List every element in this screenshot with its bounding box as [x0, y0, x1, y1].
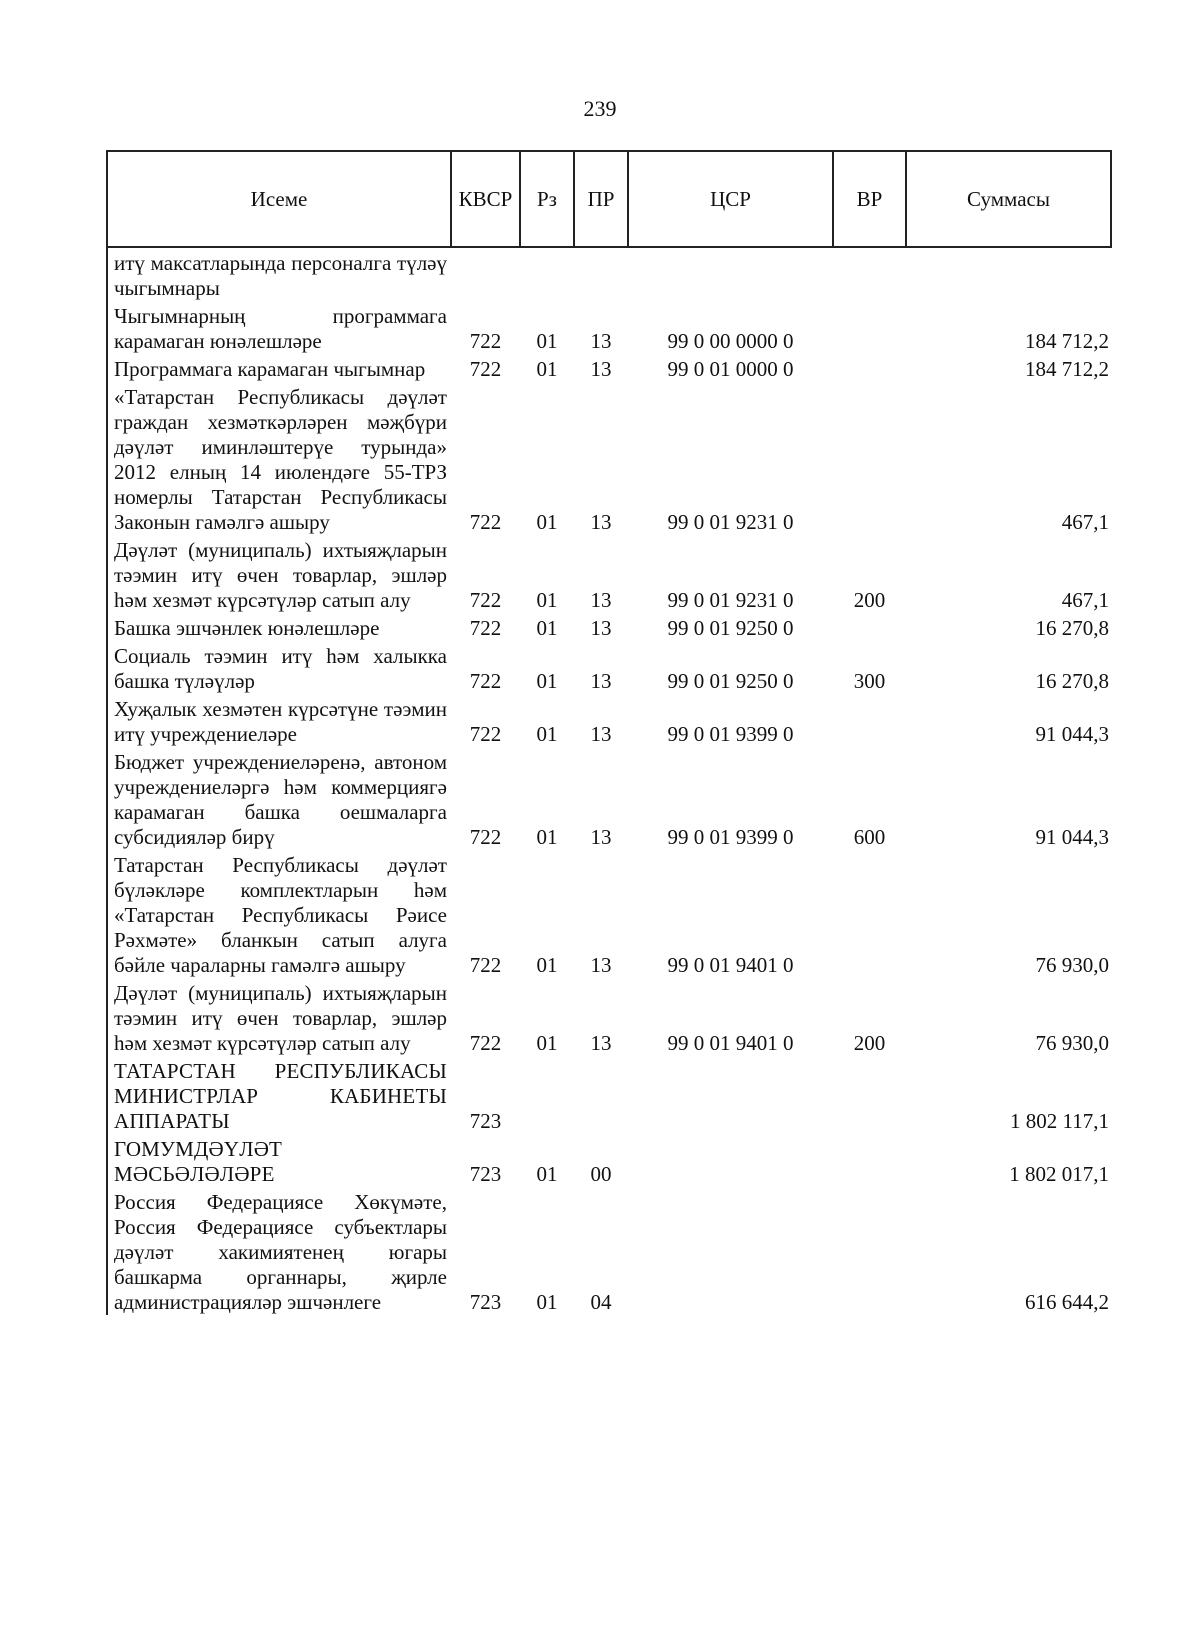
row-kvsr: 722	[469, 1031, 502, 1055]
row-sum: 184 712,2	[1025, 357, 1109, 381]
row-name: Россия Федерациясе Хөкүмәте, Россия Федерациясе субъектлары дәүләт хакимиятенең югары башкарма органнары, җирле администрацияләр эшчәнлеге	[107, 1187, 451, 1315]
row-rz: 01	[536, 669, 558, 693]
table-row	[107, 1056, 1111, 1134]
row-pr: 04	[590, 1290, 612, 1314]
row-rz: 01	[536, 1162, 558, 1186]
row-rz	[520, 1056, 574, 1134]
row-vr	[833, 1187, 906, 1315]
table-row	[107, 247, 1111, 301]
row-name: Чыгымнарның программага карамаган юнәлешләре	[107, 301, 451, 354]
row-rz: 01	[536, 588, 558, 612]
row-pr: 13	[590, 510, 612, 534]
row-sum: 184 712,2	[1025, 329, 1109, 353]
row-vr	[833, 354, 906, 382]
row-rz: 01	[536, 1290, 558, 1314]
row-name: Дәүләт (муниципаль) ихтыяҗларын тәэмин итү өчен товарлар, эшләр һәм хезмәт күрсәтүләр сатып алу	[107, 535, 451, 613]
row-csr: 99 0 01 9399 0	[667, 825, 794, 849]
row-kvsr: 723	[469, 1290, 502, 1314]
row-pr: 13	[590, 329, 612, 353]
table-row	[107, 1134, 1111, 1187]
row-sum: 91 044,3	[1035, 825, 1109, 849]
row-rz: 01	[536, 616, 558, 640]
row-kvsr: 722	[469, 510, 502, 534]
row-pr: 13	[590, 616, 612, 640]
table-row	[107, 301, 1111, 354]
row-kvsr: 723	[469, 1162, 502, 1186]
row-rz: 01	[536, 825, 558, 849]
row-rz: 01	[536, 722, 558, 746]
row-sum: 1 802 017,1	[1009, 1162, 1109, 1186]
table-row	[107, 850, 1111, 978]
row-csr	[628, 1056, 833, 1134]
row-csr: 99 0 01 9250 0	[667, 669, 794, 693]
row-pr: 13	[590, 1031, 612, 1055]
header-name: Исеме	[107, 151, 451, 247]
row-kvsr: 722	[469, 825, 502, 849]
row-pr: 13	[590, 825, 612, 849]
row-sum: 76 930,0	[1035, 1031, 1109, 1055]
row-csr	[628, 1134, 833, 1187]
row-csr: 99 0 01 9231 0	[667, 510, 794, 534]
row-pr	[574, 247, 628, 301]
row-pr: 00	[590, 1162, 612, 1186]
table-row	[107, 694, 1111, 747]
row-sum: 91 044,3	[1035, 722, 1109, 746]
header-sum: Суммасы	[906, 151, 1111, 247]
table-row	[107, 382, 1111, 535]
row-sum: 1 802 117,1	[1010, 1109, 1109, 1133]
row-rz: 01	[536, 329, 558, 353]
row-sum: 16 270,8	[1035, 669, 1109, 693]
row-sum: 467,1	[1061, 588, 1109, 612]
table-row	[107, 354, 1111, 382]
row-name: Татарстан Республикасы дәүләт бүләкләре комплектларын һәм «Татарстан Республикасы Рәисе Рәхмәте» бланкын сатып алуга бәйле чараларны гамәлгә ашыру	[107, 850, 451, 978]
row-kvsr: 722	[469, 953, 502, 977]
row-csr: 99 0 00 0000 0	[667, 329, 794, 353]
row-csr: 99 0 01 9399 0	[667, 722, 794, 746]
row-pr: 13	[590, 722, 612, 746]
row-sum	[906, 247, 1111, 301]
row-csr	[628, 247, 833, 301]
row-rz: 01	[536, 357, 558, 381]
row-name: Программага карамаган чыгымнар	[107, 354, 451, 382]
row-vr	[833, 694, 906, 747]
row-pr	[574, 1056, 628, 1134]
row-csr: 99 0 01 0000 0	[667, 357, 794, 381]
row-name: Бюджет учреждениеләренә, автоном учреждениеләргә һәм коммерциягә карамаган башка оешмаларга субсидияләр бирү	[107, 747, 451, 850]
row-vr: 600	[853, 825, 886, 849]
table-row	[107, 747, 1111, 850]
row-name: Дәүләт (муниципаль) ихтыяҗларын тәэмин итү өчен товарлар, эшләр һәм хезмәт күрсәтүләр сатып алу	[107, 978, 451, 1056]
row-name: Хуҗалык хезмәтен күрсәтүне тәэмин итү учреждениеләре	[107, 694, 451, 747]
row-rz	[520, 247, 574, 301]
row-csr: 99 0 01 9250 0	[667, 616, 794, 640]
row-csr: 99 0 01 9401 0	[667, 953, 794, 977]
row-name: итү максатларында персоналга түләү чыгымнары	[107, 247, 451, 301]
row-pr: 13	[590, 953, 612, 977]
row-csr	[628, 1187, 833, 1315]
header-vr: ВР	[833, 151, 906, 247]
row-kvsr: 722	[469, 669, 502, 693]
row-vr	[833, 301, 906, 354]
row-kvsr: 723	[469, 1109, 502, 1133]
row-kvsr: 722	[469, 329, 502, 353]
header-rz: Рз	[520, 151, 574, 247]
row-name: Социаль тәэмин итү һәм халыкка башка түләүләр	[107, 641, 451, 694]
row-kvsr: 722	[469, 357, 502, 381]
table-row	[107, 613, 1111, 641]
table-header-row	[107, 151, 1111, 247]
page-number: 239	[583, 96, 617, 121]
row-vr	[833, 613, 906, 641]
row-name: «Татарстан Республикасы дәүләт граждан хезмәткәрләрен мәҗбүри дәүләт иминләштерүе турында» 2012 елның 14 июлендәге 55-ТРЗ номерлы Татарстан Республикасы Законын гамәлгә ашыру	[107, 382, 451, 535]
table-row	[107, 1187, 1111, 1315]
row-vr	[833, 1056, 906, 1134]
row-sum: 616 644,2	[1025, 1290, 1109, 1314]
row-vr	[833, 382, 906, 535]
row-pr: 13	[590, 588, 612, 612]
row-sum: 16 270,8	[1035, 616, 1109, 640]
row-csr: 99 0 01 9401 0	[667, 1031, 794, 1055]
row-rz: 01	[536, 1031, 558, 1055]
row-vr	[833, 247, 906, 301]
row-rz: 01	[536, 953, 558, 977]
row-vr	[833, 1134, 906, 1187]
budget-table	[106, 150, 1112, 1315]
row-kvsr	[451, 247, 520, 301]
header-pr: ПР	[574, 151, 628, 247]
table-row	[107, 978, 1111, 1056]
table-row	[107, 535, 1111, 613]
row-pr: 13	[590, 669, 612, 693]
row-vr	[833, 850, 906, 978]
row-rz: 01	[536, 510, 558, 534]
row-kvsr: 722	[469, 722, 502, 746]
row-vr: 200	[853, 1031, 886, 1055]
row-kvsr: 722	[469, 616, 502, 640]
row-sum: 76 930,0	[1035, 953, 1109, 977]
row-vr: 300	[853, 669, 886, 693]
row-name: ГОМУМДӘҮЛӘТ МӘСЬӘЛӘЛӘРЕ	[107, 1134, 451, 1187]
header-kvsr: КВСР	[451, 151, 520, 247]
row-vr: 200	[853, 588, 886, 612]
row-pr: 13	[590, 357, 612, 381]
header-csr: ЦСР	[628, 151, 833, 247]
row-name: ТАТАРСТАН РЕСПУБЛИКАСЫ МИНИСТРЛАР КАБИНЕТЫ АППАРАТЫ	[107, 1056, 451, 1134]
row-name: Башка эшчәнлек юнәлешләре	[107, 613, 451, 641]
row-csr: 99 0 01 9231 0	[667, 588, 794, 612]
table-row	[107, 641, 1111, 694]
row-sum: 467,1	[1061, 510, 1109, 534]
row-kvsr: 722	[469, 588, 502, 612]
